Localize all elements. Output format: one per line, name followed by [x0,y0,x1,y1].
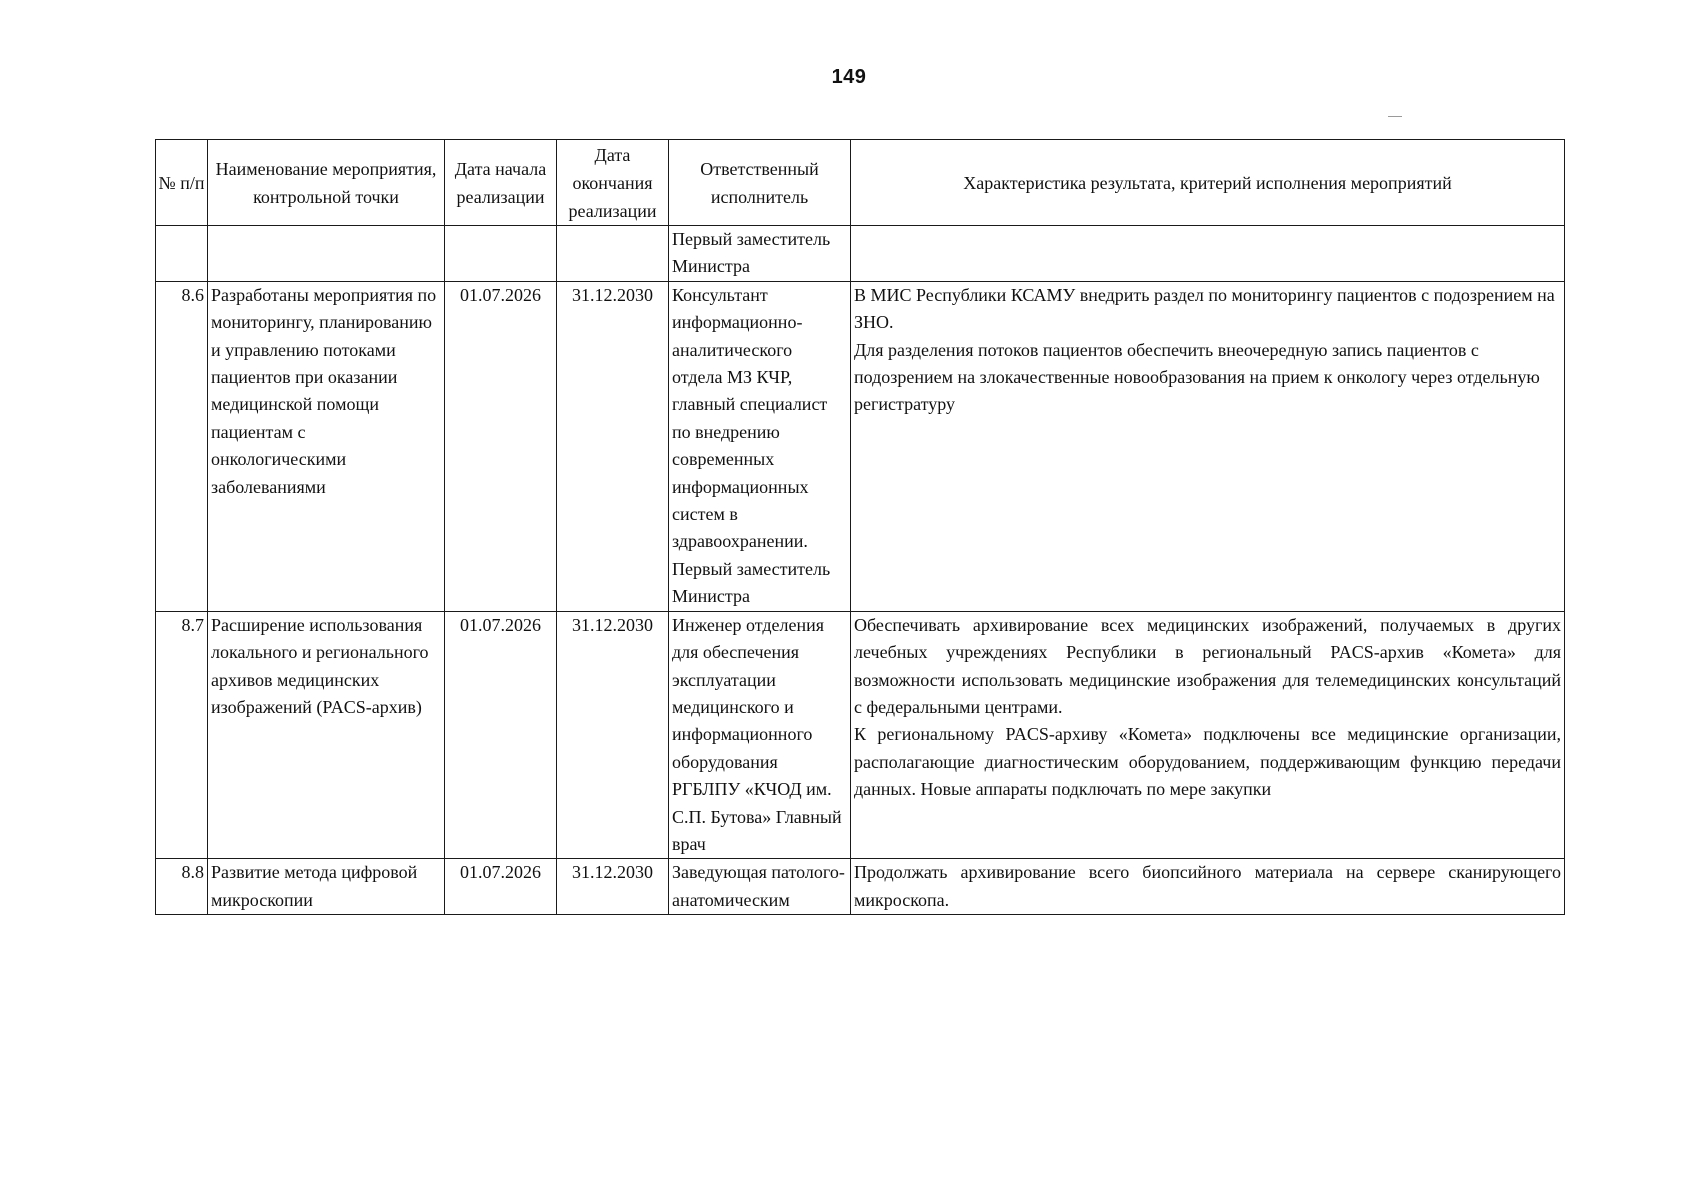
characteristic-paragraph: К региональному PACS-архиву «Комета» подключены все медицинские организации, располагающие диагностическим оборудованием, поддерживающим функцию передачи данных. Новые аппараты подключать по мере закупки [854,724,1561,800]
cell-start-date [445,226,557,282]
cell-name [208,226,445,282]
header-start-date: Дата начала реализации [445,140,557,226]
cell-end-date: 31.12.2030 [557,281,669,611]
cell-start-date: 01.07.2026 [445,281,557,611]
header-responsible: Ответственный исполнитель [669,140,851,226]
cell-responsible: Заведующая патолого-анатомическим [669,859,851,915]
table-row-8-7 [156,611,1565,859]
cell-num: 8.6 [156,281,208,611]
cell-responsible: Первый заместитель Министра [669,226,851,282]
cell-end-date [557,226,669,282]
cell-end-date: 31.12.2030 [557,859,669,915]
header-characteristic: Характеристика результата, критерий исполнения мероприятий [851,140,1565,226]
table-row-continuation [156,226,1565,282]
cell-end-date: 31.12.2030 [557,611,669,859]
characteristic-paragraph: Обеспечивать архивирование всех медицинских изображений, получаемых в других лечебных учреждениях Республики в региональный PACS-архив «Комета» для возможности использовать медицинские изображения для телемедицинских консультаций с федеральными центрами. [854,614,1561,717]
characteristic-paragraph: Продолжать архивирование всего биопсийного материала на сервере сканирующего микроскопа. [854,862,1561,910]
cell-characteristic [851,611,1565,859]
cell-name: Расширение использования локального и регионального архивов медицинских изображений (PACS-архив) [208,611,445,859]
header-num: № п/п [156,140,208,226]
scan-artifact-mark [1388,116,1402,117]
cell-characteristic [851,226,1565,282]
cell-name: Развитие метода цифровой микроскопии [208,859,445,915]
table-header-row [156,140,1565,226]
cell-characteristic [851,859,1565,915]
cell-characteristic [851,281,1565,611]
cell-start-date: 01.07.2026 [445,611,557,859]
table-row-8-8 [156,859,1565,915]
cell-num [156,226,208,282]
header-end-date: Дата окончания реализации [557,140,669,226]
cell-num: 8.8 [156,859,208,915]
cell-name: Разработаны мероприятия по мониторингу, планированию и управлению потоками пациентов при оказании медицинской помощи пациентам с онкологическими заболеваниями [208,281,445,611]
characteristic-paragraph: Для разделения потоков пациентов обеспечить внеочередную запись пациентов с подозрением на злокачественные новообразования на прием к онкологу через отдельную регистратуру [854,339,1540,415]
cell-start-date: 01.07.2026 [445,859,557,915]
characteristic-paragraph: В МИС Республики КСАМУ внедрить раздел по мониторингу пациентов с подозрением на ЗНО. [854,284,1555,333]
header-name: Наименование мероприятия, контрольной точки [208,140,445,226]
cell-num: 8.7 [156,611,208,859]
cell-responsible: Инженер отделения для обеспечения эксплуатации медицинского и информационного оборудования РГБЛПУ «КЧОД им. С.П. Бутова» Главный врач [669,611,851,859]
cell-responsible: Консультант информационно-аналитического отдела МЗ КЧР, главный специалист по внедрению современных информационных систем в здравоохранении. Первый заместитель Министра [669,281,851,611]
activities-table [155,139,1565,915]
table-row-8-6 [156,281,1565,611]
page-number: 149 [831,66,867,88]
